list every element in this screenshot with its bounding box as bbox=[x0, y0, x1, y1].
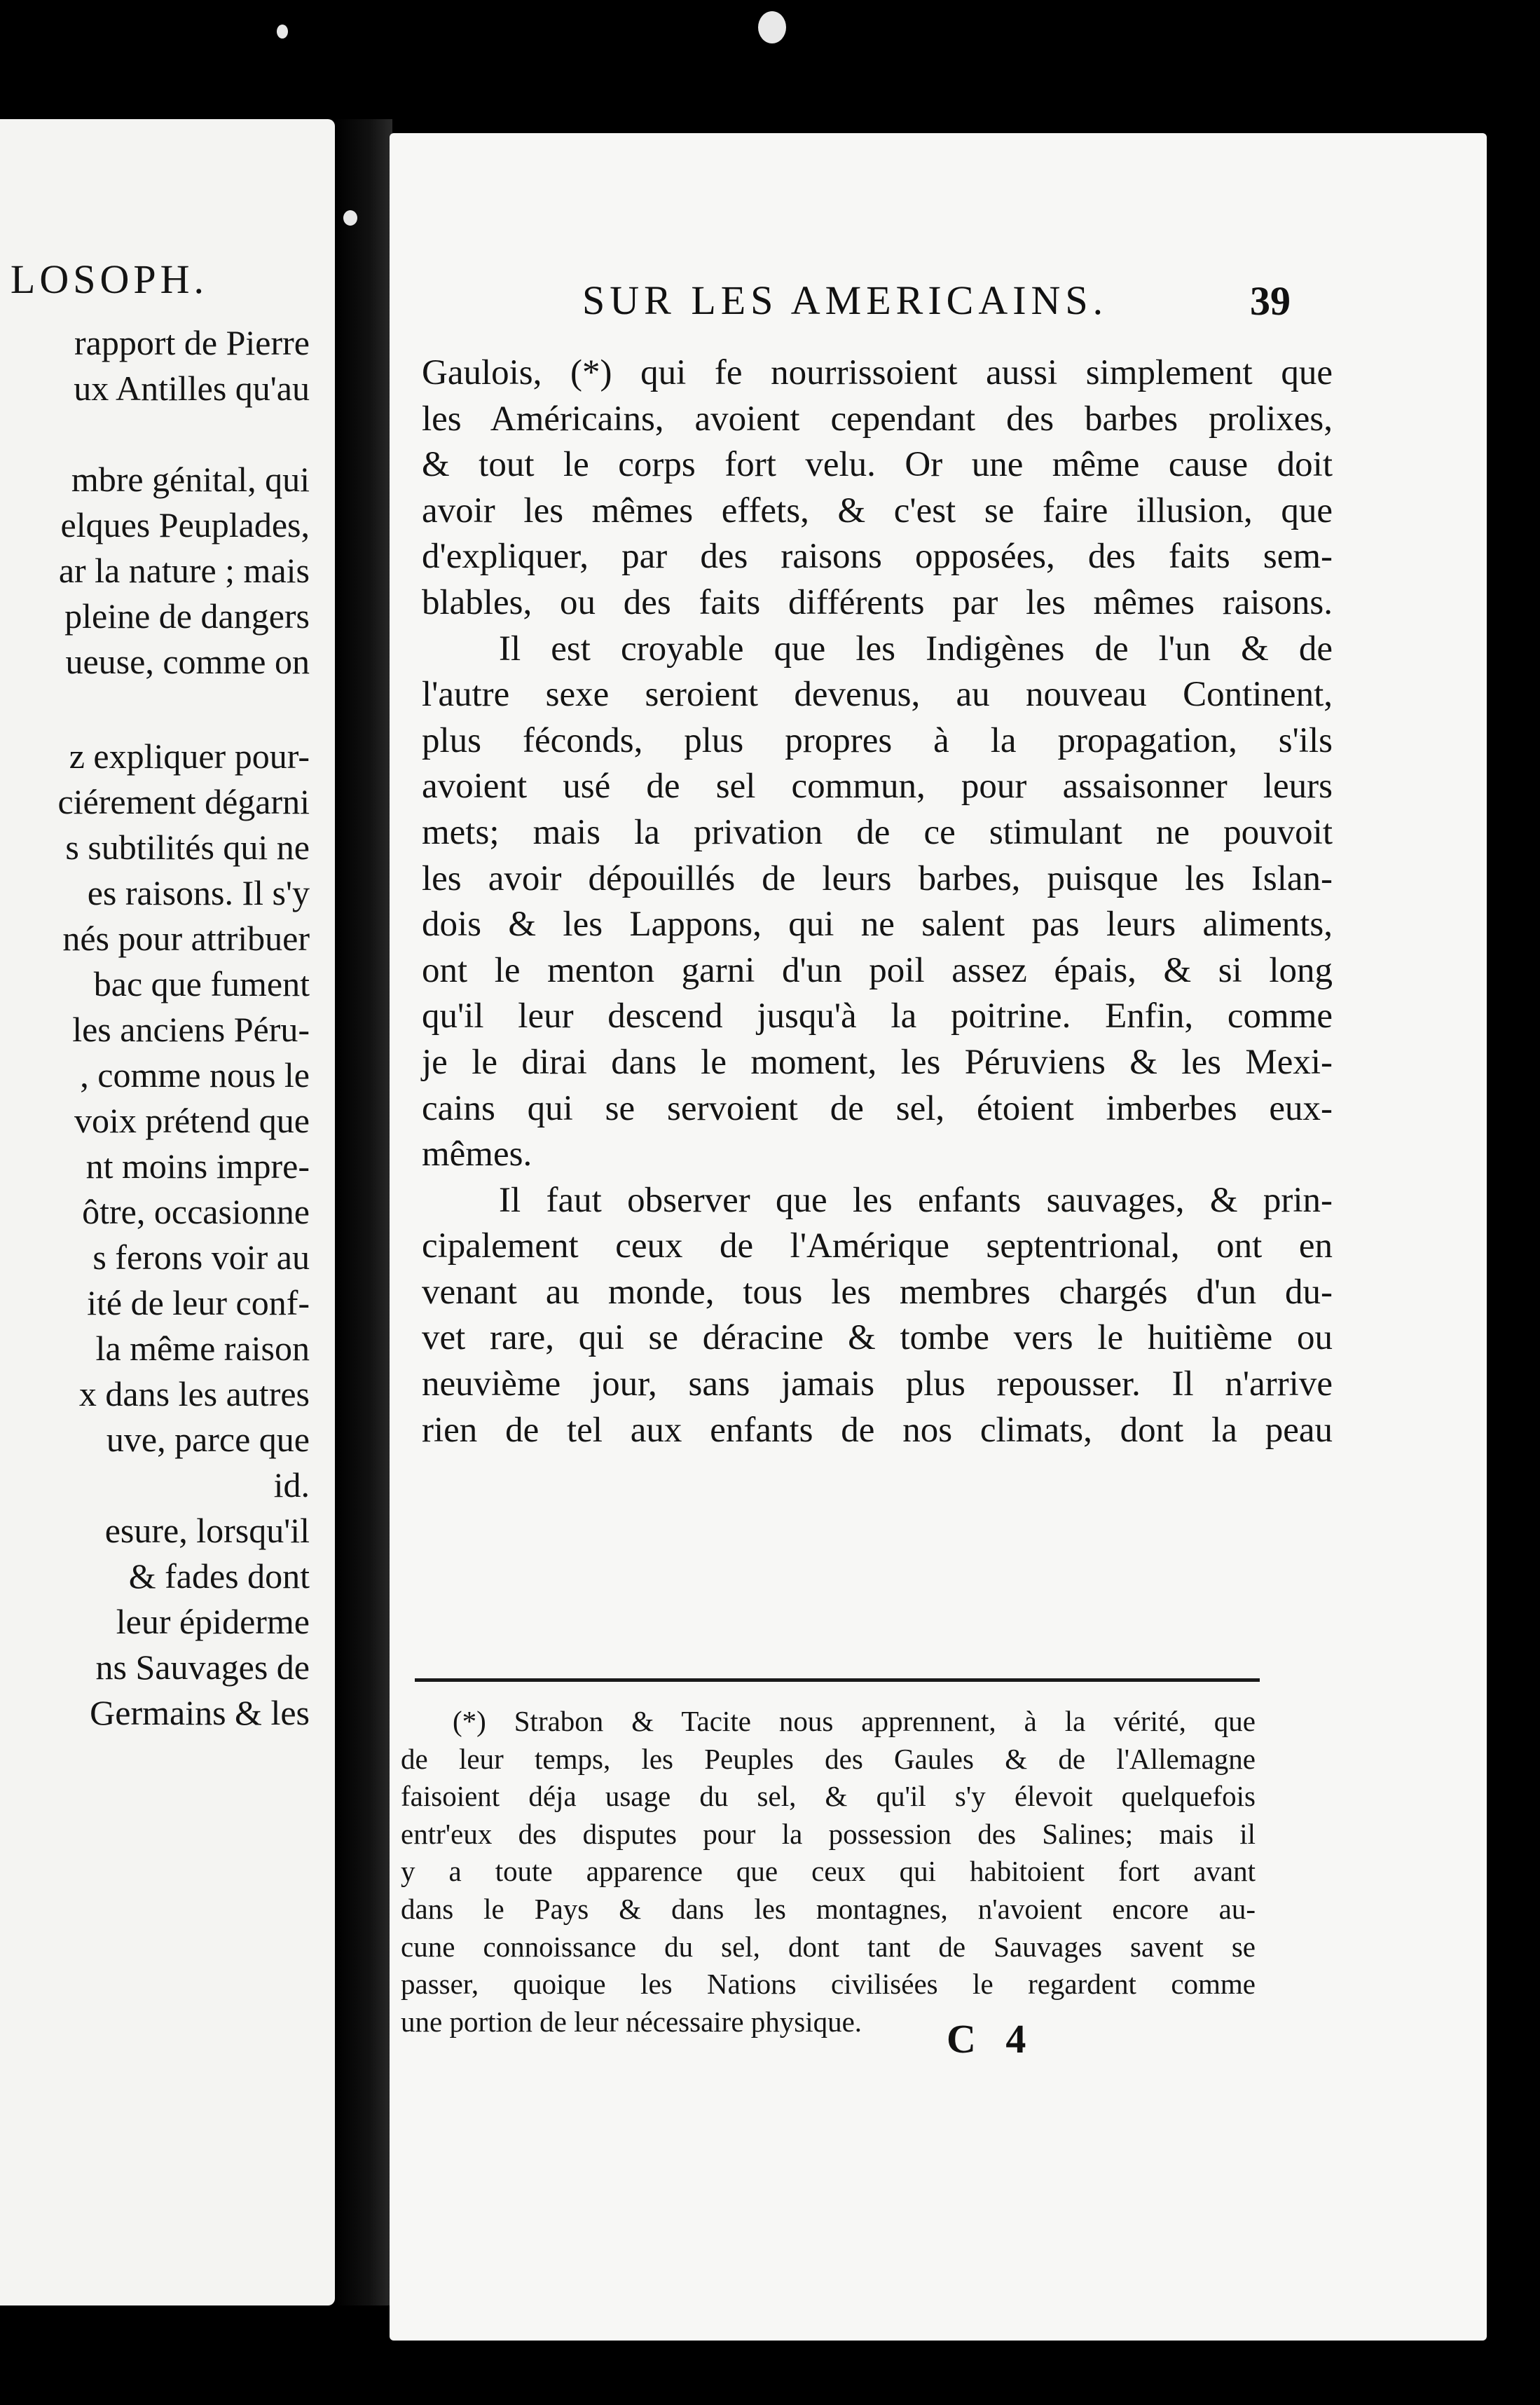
left-line: ciérement dégarni bbox=[57, 782, 310, 821]
footnote-line: y a toute apparence que ceux qui habitoient fort avant bbox=[401, 1855, 1256, 1888]
left-line: esure, lorsqu'il bbox=[104, 1511, 310, 1550]
left-line: , comme nous le bbox=[80, 1055, 310, 1095]
left-line: ité de leur conf- bbox=[87, 1283, 310, 1322]
dust-speck bbox=[758, 11, 786, 43]
text-line: ont le menton garni d'un poil assez épais, & si long bbox=[422, 950, 1333, 990]
text-line: Il faut observer que les enfants sauvages, & prin- bbox=[499, 1180, 1333, 1220]
footnote-line: passer, quoique les Nations civilisées le regardent comme bbox=[401, 1968, 1256, 2001]
left-line: id. bbox=[273, 1465, 310, 1505]
text-line: plus féconds, plus propres à la propagation, s'ils bbox=[422, 720, 1333, 760]
text-line: Gaulois, (*) qui fe nourrissoient aussi simplement que bbox=[422, 353, 1333, 392]
left-line: ux Antilles qu'au bbox=[74, 369, 310, 408]
text-line: Il est croyable que les Indigènes de l'un & de bbox=[499, 629, 1333, 669]
left-line: ns Sauvages de bbox=[95, 1647, 310, 1687]
left-line: z expliquer pour- bbox=[69, 736, 310, 776]
right-page bbox=[390, 133, 1487, 2341]
text-line: vet rare, qui se déracine & tombe vers le huitième ou bbox=[422, 1318, 1333, 1358]
left-line: ueuse, comme on bbox=[65, 642, 310, 681]
text-line: avoient usé de sel commun, pour assaisonner leurs bbox=[422, 767, 1333, 807]
footnote bbox=[401, 1703, 1256, 2041]
text-line: dois & les Lappons, qui ne salent pas leurs aliments, bbox=[422, 905, 1333, 945]
left-line: Germains & les bbox=[90, 1693, 310, 1732]
text-line: avoir les mêmes effets, & c'est se faire illusion, que bbox=[422, 491, 1333, 530]
text-line: mêmes. bbox=[422, 1135, 532, 1174]
footnote-line: une portion de leur nécessaire physique. bbox=[401, 2005, 862, 2038]
text-line: mets; mais la privation de ce stimulant ne pouvoit bbox=[422, 812, 1333, 852]
signature-mark: C 4 bbox=[947, 2016, 1036, 2062]
text-line: l'autre sexe seroient devenus, au nouveau Continent, bbox=[422, 675, 1333, 715]
left-facing-page bbox=[0, 119, 335, 2305]
left-line: bac que fument bbox=[93, 964, 310, 1003]
dust-speck bbox=[343, 210, 357, 226]
text-line: les Américains, avoient cependant des barbes prolixes, bbox=[422, 399, 1333, 439]
footnote-rule bbox=[415, 1678, 1260, 1682]
left-line: nés pour attribuer bbox=[62, 919, 310, 958]
left-line: s ferons voir au bbox=[92, 1238, 310, 1277]
text-line: venant au monde, tous les membres chargés d'un du- bbox=[422, 1272, 1333, 1312]
left-line: les anciens Péru- bbox=[72, 1010, 310, 1049]
text-line: je le dirai dans le moment, les Péruviens & les Mexi- bbox=[422, 1042, 1333, 1082]
left-line: ar la nature ; mais bbox=[58, 551, 310, 590]
left-line: pleine de dangers bbox=[64, 596, 310, 636]
text-line: & tout le corps fort velu. Or une même cause doit bbox=[422, 445, 1333, 485]
text-line: les avoir dépouillés de leurs barbes, puisque les Islan- bbox=[422, 858, 1333, 898]
dust-speck bbox=[277, 25, 288, 39]
footnote-line: (*) Strabon & Tacite nous apprennent, à la vérité, que bbox=[453, 1705, 1256, 1737]
text-line: blables, ou des faits différents par les mêmes raisons. bbox=[422, 582, 1333, 622]
left-line: elques Peuplades, bbox=[60, 505, 310, 544]
left-running-head: LOSOPH. bbox=[10, 256, 208, 302]
left-line: s subtilités qui ne bbox=[65, 828, 310, 867]
left-line: la même raison bbox=[95, 1329, 310, 1368]
left-line: es raisons. Il s'y bbox=[87, 873, 310, 912]
footnote-line: dans le Pays & dans les montagnes, n'avoient encore au- bbox=[401, 1892, 1256, 1925]
text-line: cains qui se servoient de sel, étoient imberbes eux- bbox=[422, 1088, 1333, 1128]
footnote-line: faisoient déja usage du sel, & qu'il s'y élevoit quelquefois bbox=[401, 1780, 1256, 1813]
left-line: nt moins impre- bbox=[85, 1146, 310, 1186]
footnote-line: cune connoissance du sel, dont tant de Sauvages savent se bbox=[401, 1930, 1256, 1963]
running-head: SUR LES AMERICAINS. bbox=[582, 278, 1108, 323]
body-text bbox=[422, 350, 1333, 1453]
left-line: x dans les autres bbox=[78, 1374, 310, 1413]
left-line: & fades dont bbox=[128, 1556, 310, 1596]
text-line: cipalement ceux de l'Amérique septentrional, ont en bbox=[422, 1226, 1333, 1266]
book-gutter-shadow bbox=[335, 119, 392, 2305]
left-line: leur épiderme bbox=[116, 1602, 310, 1641]
text-line: neuvième jour, sans jamais plus repousser. Il n'arrive bbox=[422, 1364, 1333, 1404]
left-line: uve, parce que bbox=[106, 1420, 310, 1459]
left-line: rapport de Pierre bbox=[74, 323, 310, 362]
footnote-line: de leur temps, les Peuples des Gaules & de l'Allemagne bbox=[401, 1742, 1256, 1775]
page-number: 39 bbox=[1250, 278, 1291, 324]
text-line: qu'il leur descend jusqu'à la poitrine. Enfin, comme bbox=[422, 996, 1333, 1036]
left-line: voix prétend que bbox=[74, 1101, 310, 1140]
left-line: ôtre, occasionne bbox=[82, 1192, 310, 1231]
text-line: d'expliquer, par des raisons opposées, des faits sem- bbox=[422, 537, 1333, 577]
footnote-line: entr'eux des disputes pour la possession des Salines; mais il bbox=[401, 1817, 1256, 1850]
text-line: rien de tel aux enfants de nos climats, dont la peau bbox=[422, 1410, 1333, 1450]
left-line: mbre génital, qui bbox=[71, 460, 310, 499]
